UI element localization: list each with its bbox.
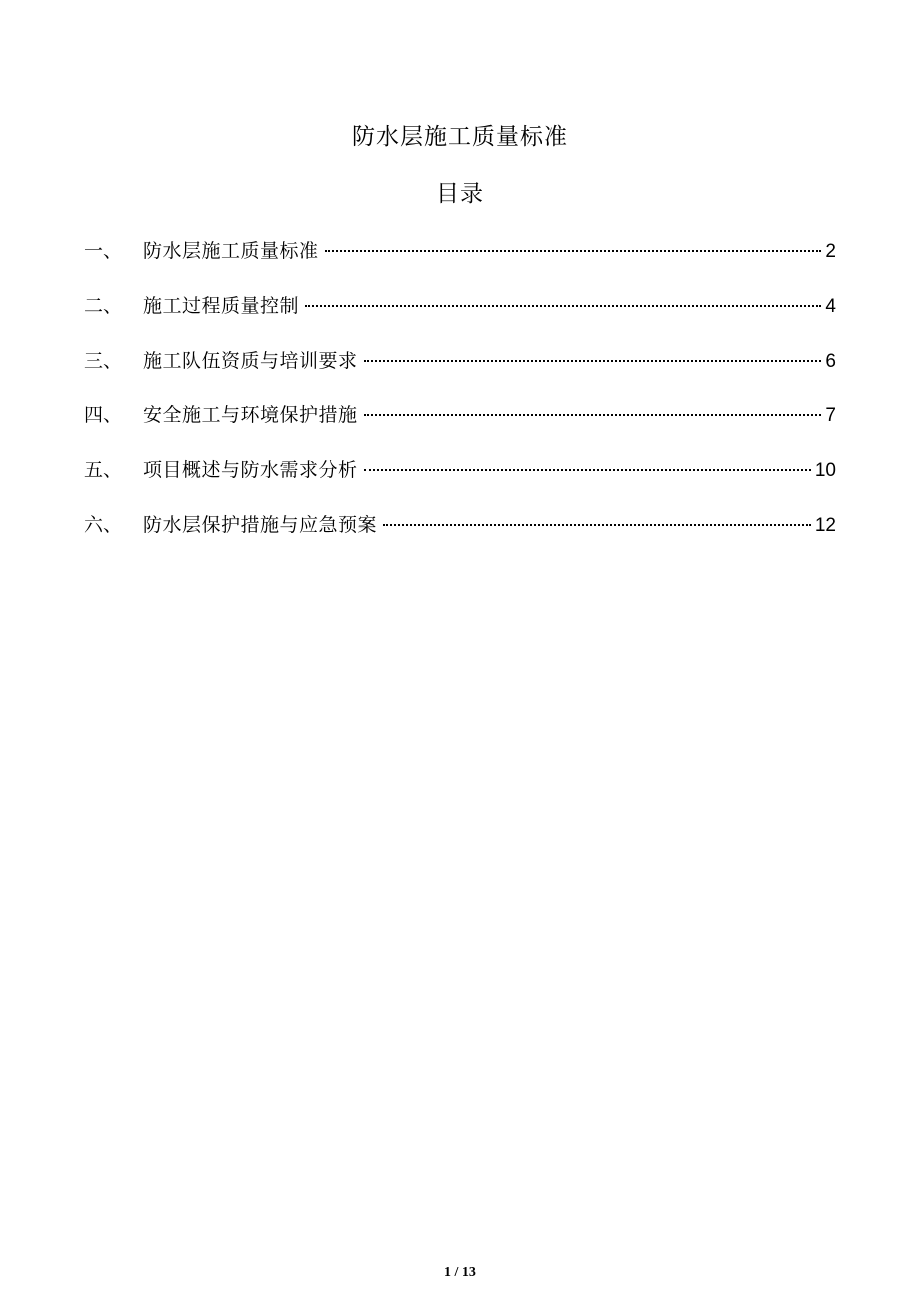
- toc-entry-5[interactable]: [84, 452, 836, 507]
- toc-entry-6[interactable]: [84, 507, 836, 562]
- toc-entry-title: 防水层保护措施与应急预案: [143, 513, 378, 536]
- toc-entry-number: 一、: [84, 240, 123, 262]
- toc-entry-3[interactable]: [84, 343, 836, 398]
- toc-dot-leader: [383, 524, 811, 526]
- toc-dot-leader: [364, 414, 822, 416]
- toc-dot-leader: [364, 469, 811, 471]
- toc-dot-leader: [325, 250, 822, 252]
- toc-heading: 目录: [436, 181, 484, 207]
- toc-entry-number: 三、: [84, 349, 123, 372]
- toc-entry-title: 项目概述与防水需求分析: [143, 459, 358, 482]
- table-of-contents: [84, 233, 836, 562]
- toc-entry-page: 6: [825, 350, 836, 372]
- page-number-footer: 1 / 13: [444, 1265, 476, 1280]
- toc-entry-4[interactable]: [84, 397, 836, 452]
- toc-entry-1[interactable]: [84, 233, 836, 288]
- toc-entry-page: 12: [814, 514, 836, 536]
- toc-entry-page: 2: [825, 241, 836, 262]
- toc-entry-number: 六、: [84, 513, 123, 536]
- toc-dot-leader: [305, 305, 821, 307]
- toc-entry-page: 4: [825, 295, 836, 317]
- toc-dot-leader: [364, 360, 822, 362]
- document-title: 防水层施工质量标准: [352, 124, 568, 150]
- toc-entry-number: 四、: [84, 404, 123, 427]
- toc-entry-title: 施工过程质量控制: [143, 294, 300, 317]
- toc-entry-page: 7: [825, 405, 836, 427]
- toc-entry-2[interactable]: [84, 288, 836, 343]
- toc-entry-number: 五、: [84, 459, 123, 482]
- toc-entry-title: 施工队伍资质与培训要求: [143, 349, 358, 372]
- toc-entry-title: 防水层施工质量标准: [143, 240, 319, 262]
- toc-entry-number: 二、: [84, 294, 123, 317]
- toc-entry-page: 10: [814, 460, 836, 482]
- toc-entry-title: 安全施工与环境保护措施: [143, 404, 358, 427]
